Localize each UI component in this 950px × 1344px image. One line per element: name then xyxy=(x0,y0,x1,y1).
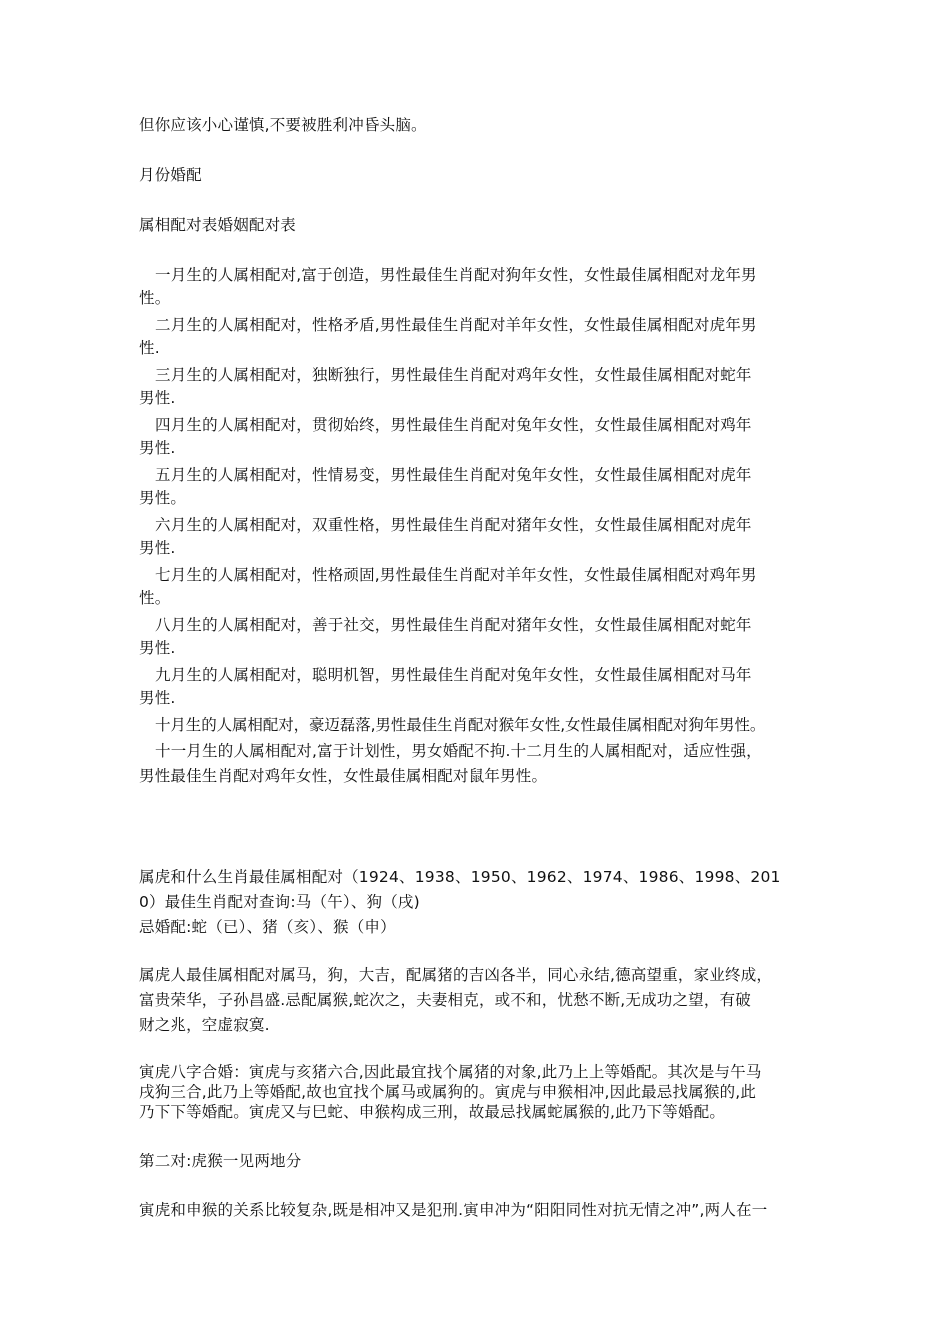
section-heading: 月份婚配 xyxy=(139,166,202,184)
text-line: 属虎人最佳属相配对属马，狗，大吉，配属猪的吉凶各半，同心永结,德高望重，家业终成， xyxy=(139,966,773,984)
text-line: 九月生的人属相配对，聪明机智，男性最佳生肖配对兔年女性，女性最佳属相配对马年 xyxy=(155,666,752,684)
text-line: 十月生的人属相配对，豪迈磊落,男性最佳生肖配对猴年女性,女性最佳属相配对狗年男性。 xyxy=(155,716,766,734)
text-line: 六月生的人属相配对，双重性格，男性最佳生肖配对猪年女性，女性最佳属相配对虎年 xyxy=(155,516,752,534)
text-line: 男性最佳生肖配对鸡年女性，女性最佳属相配对鼠年男性。 xyxy=(139,767,548,785)
text-line: 七月生的人属相配对，性格顽固,男性最佳生肖配对羊年女性，女性最佳属相配对鸡年男 xyxy=(155,566,757,584)
text-line: 男性. xyxy=(139,389,176,407)
text-line: 乃下下等婚配。寅虎又与巳蛇、申猴构成三刑，故最忌找属蛇属猴的,此乃下等婚配。 xyxy=(139,1103,726,1121)
text-line: 四月生的人属相配对，贯彻始终，男性最佳生肖配对兔年女性，女性最佳属相配对鸡年 xyxy=(155,416,752,434)
text-line: 男性. xyxy=(139,439,176,457)
text-line: 富贵荣华，子孙昌盛.忌配属猴,蛇次之，夫妻相克，或不和，忧愁不断,无成功之望，有破 xyxy=(139,991,751,1009)
text-line: 十一月生的人属相配对,富于计划性，男女婚配不拘.十二月生的人属相配对，适应性强， xyxy=(155,742,762,760)
text-line: 财之兆，空虚寂寞. xyxy=(139,1016,270,1034)
text-line: 二月生的人属相配对，性格矛盾,男性最佳生肖配对羊年女性，女性最佳属相配对虎年男 xyxy=(155,316,757,334)
text-line: 寅虎八字合婚：寅虎与亥猪六合,因此最宜找个属猪的对象,此乃上上等婚配。其次是与午马 xyxy=(139,1063,762,1081)
text-line: 三月生的人属相配对，独断独行，男性最佳生肖配对鸡年女性，女性最佳属相配对蛇年 xyxy=(155,366,752,384)
text-line: 八月生的人属相配对，善于社交，男性最佳生肖配对猪年女性，女性最佳属相配对蛇年 xyxy=(155,616,752,634)
text-line: 男性. xyxy=(139,639,176,657)
text-line: 但你应该小心谨慎,不要被胜利冲昏头脑。 xyxy=(139,116,427,134)
text-line: 属虎和什么生肖最佳属相配对（1924、1938、1950、1962、1974、1986、1998、201 xyxy=(139,868,781,886)
text-line: 男性。 xyxy=(139,489,187,507)
text-line: 五月生的人属相配对，性情易变，男性最佳生肖配对兔年女性，女性最佳属相配对虎年 xyxy=(155,466,752,484)
text-line: 0）最佳生肖配对查询:马（午）、狗（戌) xyxy=(139,893,420,911)
section-heading: 第二对:虎猴一见两地分 xyxy=(139,1152,302,1170)
text-line: 男性. xyxy=(139,539,176,557)
text-line: 性。 xyxy=(139,589,171,607)
section-heading: 属相配对表婚姻配对表 xyxy=(139,216,297,234)
text-line: 一月生的人属相配对,富于创造，男性最佳生肖配对狗年女性，女性最佳属相配对龙年男 xyxy=(155,266,757,284)
text-line: 性. xyxy=(139,339,160,357)
text-line: 性。 xyxy=(139,289,171,307)
text-line: 寅虎和申猴的关系比较复杂,既是相冲又是犯刑.寅申冲为“阳阳同性对抗无情之冲”,两人在一 xyxy=(139,1201,768,1219)
text-line: 戌狗三合,此乃上等婚配,故也宜找个属马或属狗的。寅虎与申猴相冲,因此最忌找属猴的,此 xyxy=(139,1083,757,1101)
text-line: 忌婚配:蛇（已）、猪（亥）、猴（申） xyxy=(139,918,396,936)
text-line: 男性. xyxy=(139,689,176,707)
